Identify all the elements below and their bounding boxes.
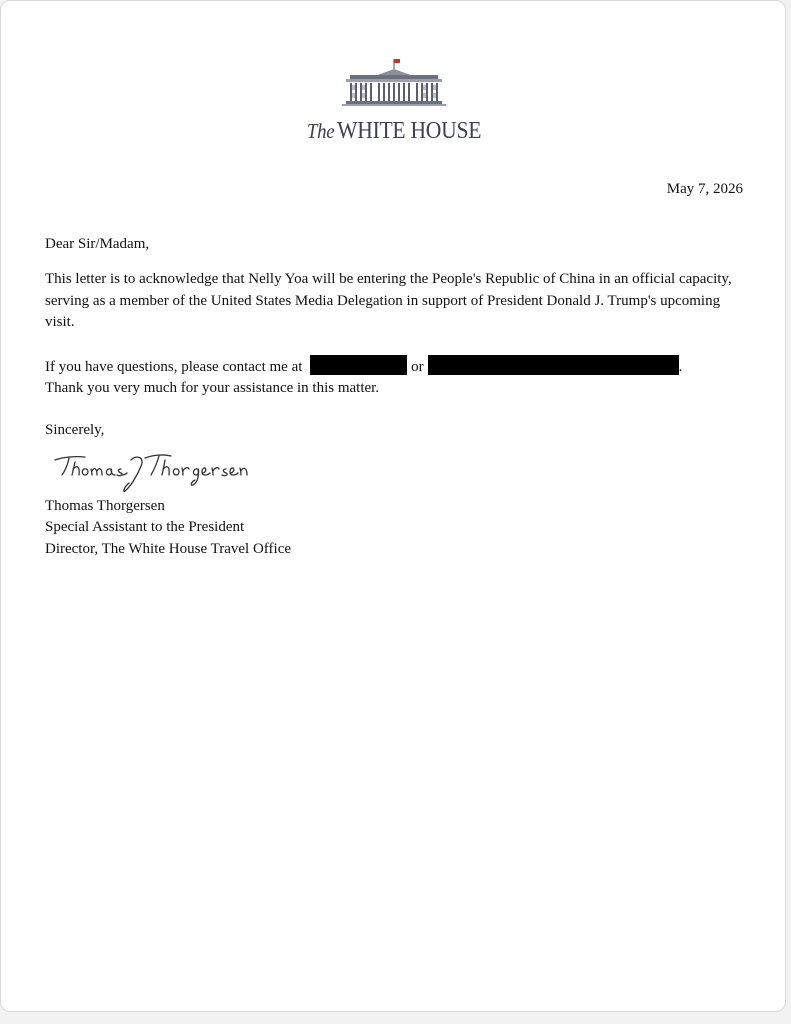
letter-date: May 7, 2026 <box>666 181 743 197</box>
letter-body <box>45 234 745 560</box>
contact-lead-text: If you have questions, please contact me at <box>45 358 307 375</box>
contact-or-text: or <box>411 358 424 375</box>
letterhead <box>1 57 787 145</box>
handwritten-signature <box>49 446 259 496</box>
redacted-phone <box>310 355 407 375</box>
letterhead-title <box>40 117 747 145</box>
salutation: Dear Sir/Madam, <box>45 236 150 252</box>
letterhead-white-house: WHITE HOUSE <box>337 118 482 144</box>
letterhead-the: The <box>306 119 335 143</box>
closing: Sincerely, <box>45 422 105 439</box>
paragraph-contact <box>45 355 745 400</box>
white-house-building-icon <box>342 57 446 107</box>
redacted-email <box>428 355 679 375</box>
thank-you-text: Thank you very much for your assistance in this matter. <box>45 380 380 397</box>
signer-name: Thomas Thorgersen <box>45 497 165 514</box>
signer-block <box>45 496 745 560</box>
signer-title: Special Assistant to the President <box>45 519 245 536</box>
paragraph-acknowledgement: This letter is to acknowledge that Nelly Yoa will be entering the People's Republic of China in an official capacity, serving as a member of the United States Media Delegation in support of President Donald J. Trump's upcoming visit. <box>45 271 732 331</box>
signer-office: Director, The White House Travel Office <box>45 540 292 557</box>
contact-period: . <box>678 358 683 375</box>
